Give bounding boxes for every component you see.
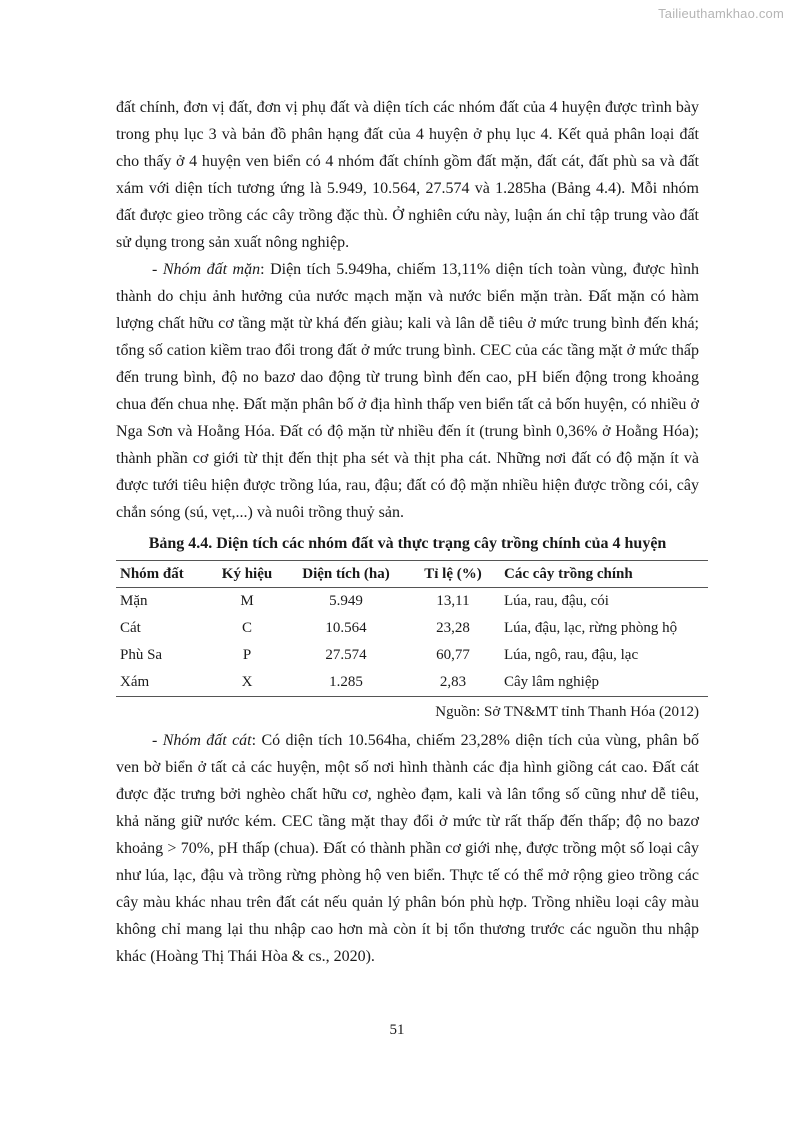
- table-cell: P: [242, 647, 252, 663]
- table-source: Nguồn: Sở TN&MT tỉnh Thanh Hóa (2012): [435, 704, 699, 720]
- table-cell: 13,11: [436, 593, 470, 609]
- table-cell: 10.564: [325, 620, 367, 636]
- table-cell: Lúa, đậu, lạc, rừng phòng hộ: [504, 620, 678, 636]
- table-cell: M: [240, 593, 254, 609]
- table-header-row: [116, 561, 708, 588]
- table-row: [116, 669, 708, 697]
- table-cell: Xám: [116, 669, 208, 697]
- soil-table: [116, 560, 708, 697]
- table-cell: Phù Sa: [120, 647, 163, 663]
- table-cell: 27.574: [325, 647, 367, 663]
- sandy-soil-text: : Có diện tích 10.564ha, chiếm 23,28% diện tích của vùng, phân bố ven bờ biển ở tất cả các huyện, một số nơi hình thành các địa hình giồng cát cao. Đất cát được đặc trưng bởi nghèo chất hữu cơ, nghèo đạm, kali và lân tổng số cũng như dễ tiêu, khả năng giữ nước kém. CEC tầng mặt thay đổi ở mức từ rất thấp đến thấp; độ no bazơ khoảng > 70%, pH thấp (chua). Đất có thành phần cơ giới nhẹ, được trồng một số loại cây như lúa, lạc, đậu và trồng rừng phòng hộ ven biển. Thực tế có thể mở rộng gieo trồng các cây màu khác nhau trên đất cát nếu quản lý phân bón phù hợp. Trồng nhiều loại cây màu không chỉ mang lại thu nhập cao hơn mà còn ít bị tổn thương trước các nguồn thu nhập khác (Hoàng Thị Thái Hòa & cs., 2020).: [116, 732, 700, 965]
- page-content: [116, 94, 699, 970]
- table-cell: C: [241, 620, 252, 636]
- header-cell: Tỉ lệ (%): [406, 561, 500, 588]
- table-cell: 1.285: [286, 669, 406, 697]
- header-cell: Ký hiệu: [208, 561, 286, 588]
- table-row: [116, 588, 708, 616]
- page-number: 51: [389, 1022, 405, 1038]
- table-cell: Mặn: [120, 593, 148, 609]
- salty-soil-text: : Diện tích 5.949ha, chiếm 13,11% diện tích toàn vùng, được hình thành do chịu ảnh hưởng của nước mạch mặn và nước biển mặn tràn. Đất mặn có hàm lượng chất hữu cơ tầng mặt từ khá đến giàu; kali và lân dễ tiêu ở mức trung bình đến khá; tổng số cation kiềm trao đổi trong đất ở mức trung bình. CEC của các tầng mặt ở mức thấp đến trung bình, độ no bazơ dao động từ trung bình đến cao, pH biến động trong khoảng chua đến chua nhẹ. Đất mặn phân bố ở địa hình thấp ven biển tất cả bốn huyện, có nhiều ở Nga Sơn và Hoằng Hóa. Đất có độ mặn từ nhiều đến ít (trung bình 0,36% ở Hoằng Hóa); thành phần cơ giới từ thịt đến thịt pha sét và thịt pha cát. Những nơi đất có độ mặn ít và được tưới tiêu hiện được trồng lúa, rau, đậu; đất có độ mặn nhiều hiện được trồng cói, cây chắn sóng (sú, vẹt,...) và nuôi trồng thuỷ sản.: [116, 261, 700, 521]
- sandy-soil-heading: - Nhóm đất cát: [152, 732, 252, 749]
- sandy-soil-paragraph: [116, 727, 699, 970]
- table-cell: Lúa, ngô, rau, đậu, lạc: [504, 647, 639, 663]
- table-row: [116, 642, 708, 669]
- table-cell: Cây lâm nghiệp: [500, 669, 708, 697]
- intro-paragraph: đất chính, đơn vị đất, đơn vị phụ đất và diện tích các nhóm đất của 4 huyện được trình bày trong phụ lục 3 và bản đồ phân hạng đất của 4 huyện ở phụ lục 4. Kết quả phân loại đất cho thấy ở 4 huyện ven biển có 4 nhóm đất chính gồm đất mặn, đất cát, đất phù sa và đất xám với diện tích tương ứng là 5.949, 10.564, 27.574 và 1.285ha (Bảng 4.4). Mỗi nhóm đất được gieo trồng các cây trồng đặc thù. Ở nghiên cứu này, luận án chỉ tập trung vào đất sử dụng trong sản xuất nông nghiệp.: [116, 99, 699, 251]
- table-cell: 60,77: [436, 647, 470, 663]
- table-caption: Bảng 4.4. Diện tích các nhóm đất và thực trạng cây trồng chính của 4 huyện: [148, 535, 667, 552]
- table-cell: Lúa, rau, đậu, cói: [504, 593, 609, 609]
- table-row: [116, 615, 708, 642]
- table-cell: X: [208, 669, 286, 697]
- table-cell: 23,28: [436, 620, 470, 636]
- salty-soil-heading: - Nhóm đất mặn: [152, 261, 261, 278]
- header-cell: Nhóm đất: [116, 561, 208, 588]
- header-cell: Các cây trồng chính: [500, 561, 708, 588]
- table-cell: 2,83: [406, 669, 500, 697]
- salty-soil-paragraph: [116, 256, 699, 526]
- header-cell: Diện tích (ha): [286, 561, 406, 588]
- watermark: Tailieuthamkhao.com: [658, 6, 784, 21]
- table-cell: Cát: [120, 620, 141, 636]
- table-cell: 5.949: [329, 593, 363, 609]
